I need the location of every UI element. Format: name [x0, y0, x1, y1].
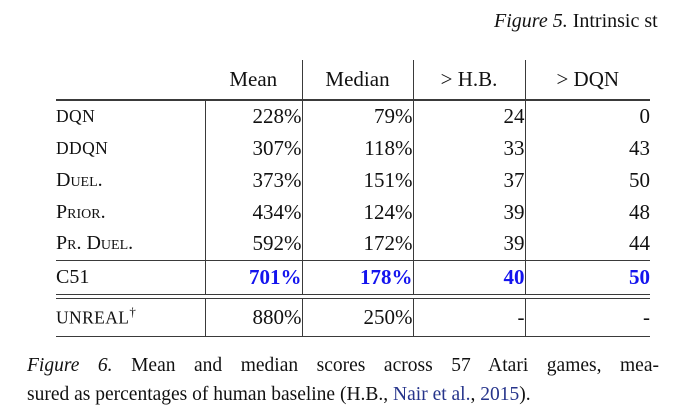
header-cell-gt-dqn: > DQN [525, 60, 650, 100]
figure5-label: Figure 5. [494, 10, 568, 32]
header-row [56, 60, 650, 100]
table-row-c51-highlight [56, 260, 650, 294]
header-cell-gt-hb: > H.B. [413, 60, 525, 100]
gt-dqn-value: 43 [525, 132, 650, 164]
median-value: 118% [302, 132, 413, 164]
header-cell-median: Median [302, 60, 413, 100]
table-row-dqn [56, 100, 650, 132]
gt-dqn-value: 48 [525, 196, 650, 228]
figure5-caption [494, 10, 658, 33]
gt-dqn-value: 0 [525, 100, 650, 132]
mean-value: 701% [205, 260, 302, 294]
row-label: Duel. [56, 168, 103, 191]
mean-value: 880% [205, 298, 302, 336]
table-row-duel [56, 164, 650, 196]
median-value: 178% [302, 260, 413, 294]
row-label: Pr. Duel. [56, 232, 134, 255]
median-value: 124% [302, 196, 413, 228]
gt-dqn-value: 50 [525, 164, 650, 196]
mean-value: 307% [205, 132, 302, 164]
results-table [56, 60, 650, 337]
gt-hb-value: 39 [413, 196, 525, 228]
table-row-unreal [56, 298, 650, 336]
gt-hb-value: 37 [413, 164, 525, 196]
gt-dqn-value: 44 [525, 228, 650, 260]
caption-suffix: ). [519, 384, 531, 405]
caption-text-1: Mean and median scores across 57 Atari games, mea- [112, 355, 659, 376]
dagger-mark: † [129, 304, 136, 320]
mean-value: 592% [205, 228, 302, 260]
caption-text-2: sured as percentages of human baseline (H.B., [27, 384, 394, 405]
mean-value: 373% [205, 164, 302, 196]
gt-dqn-value: 50 [525, 260, 650, 294]
median-value: 79% [302, 100, 413, 132]
citation-separator: , [470, 384, 481, 405]
caption-line-2 [27, 380, 659, 409]
table-row-prior [56, 196, 650, 228]
row-label: C51 [56, 265, 90, 288]
row-label: Prior. [56, 200, 106, 223]
mean-value: 434% [205, 196, 302, 228]
row-label: DQN [56, 106, 96, 126]
gt-hb-value: 33 [413, 132, 525, 164]
gt-hb-value: 39 [413, 228, 525, 260]
citation-link[interactable]: Nair et al. [393, 384, 471, 405]
mean-value: 228% [205, 100, 302, 132]
median-value: 250% [302, 298, 413, 336]
gt-hb-value: 40 [413, 260, 525, 294]
gt-dqn-value: - [525, 298, 650, 336]
results-table-container [56, 60, 650, 337]
row-label: DDQN [56, 137, 109, 158]
header-cell-empty [56, 60, 205, 100]
header-cell-mean: Mean [205, 60, 302, 100]
median-value: 172% [302, 228, 413, 260]
gt-hb-value: - [413, 298, 525, 336]
caption-line-1 [27, 351, 659, 380]
row-label: UNREAL [56, 307, 130, 328]
figure6-caption [27, 351, 659, 409]
figure5-text: Intrinsic st [567, 10, 658, 32]
gt-hb-value: 24 [413, 100, 525, 132]
citation-year-link[interactable]: 2015 [480, 384, 520, 405]
figure6-label: Figure 6. [27, 355, 113, 376]
table-row-ddqn [56, 132, 650, 164]
median-value: 151% [302, 164, 413, 196]
table-row-pr-duel [56, 228, 650, 260]
